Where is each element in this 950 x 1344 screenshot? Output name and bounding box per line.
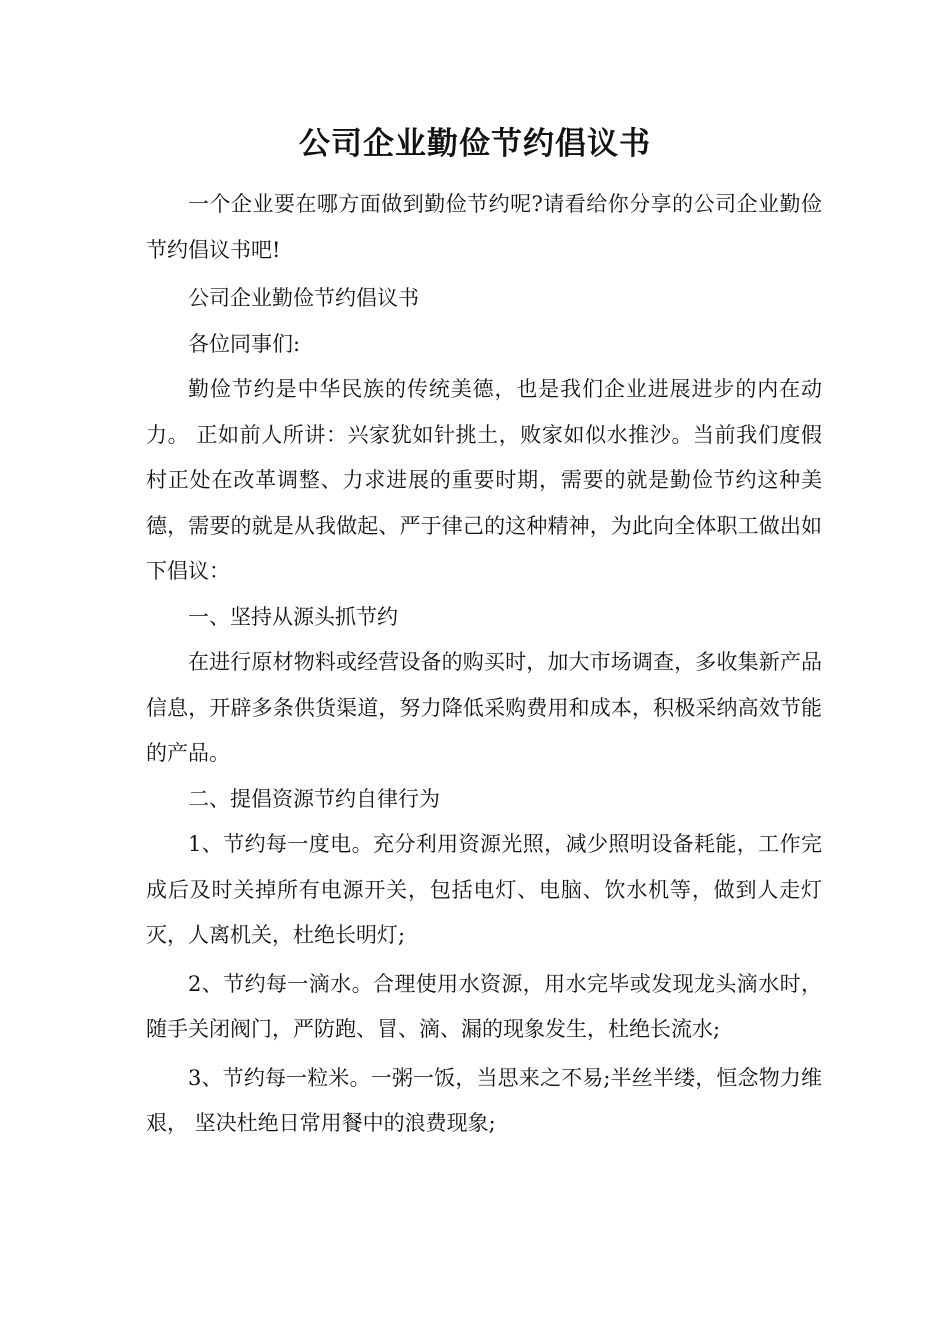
salutation-paragraph: 各位同事们: (188, 331, 301, 356)
intro-paragraph: 一个企业要在哪方面做到勤俭节约呢?请看给你分享的公司企业勤俭节约倡议书吧! (146, 192, 822, 262)
document-body (146, 182, 822, 1147)
body-paragraph: 在进行原材物料或经营设备的购买时，加大市场调查，多收集新产品信息，开辟多条供货渠道，努力降低采购费用和成本，积极采纳高效节能的产品。 (146, 650, 822, 765)
list-item-rice: 3、节约每一粒米。一粥一饭，当思来之不易;半丝半缕，恒念物力维艰， 坚决杜绝日常用餐中的浪费现象; (146, 1065, 822, 1135)
list-item-electricity: 1、节约每一度电。充分利用资源光照，减少照明设备耗能，工作完成后及时关掉所有电源开关，包括电灯、电脑、饮水机等，做到人走灯灭，人离机关，杜绝长明灯; (146, 832, 822, 947)
section-heading-2: 二、提倡资源节约自律行为 (188, 786, 440, 811)
subtitle-paragraph: 公司企业勤俭节约倡议书 (188, 286, 419, 310)
body-paragraph: 勤俭节约是中华民族的传统美德，也是我们企业进展进步的内在动力。 正如前人所讲：兴家犹如针挑土，败家如似水推沙。当前我们度假村正处在改革调整、力求进展的重要时期，需要的就是勤俭节约这种美德，需要的就是从我做起、严于律己的这种精神，为此向全体职工做出如下倡议： (146, 377, 822, 583)
list-item-water: 2、节约每一滴水。合理使用水资源，用水完毕或发现龙头滴水时，随手关闭阀门，严防跑、冒、滴、漏的现象发生，杜绝长流水; (146, 971, 822, 1041)
document-title: 公司企业勤俭节约倡议书 (299, 126, 651, 162)
section-heading-1: 一、坚持从源头抓节约 (188, 604, 398, 629)
